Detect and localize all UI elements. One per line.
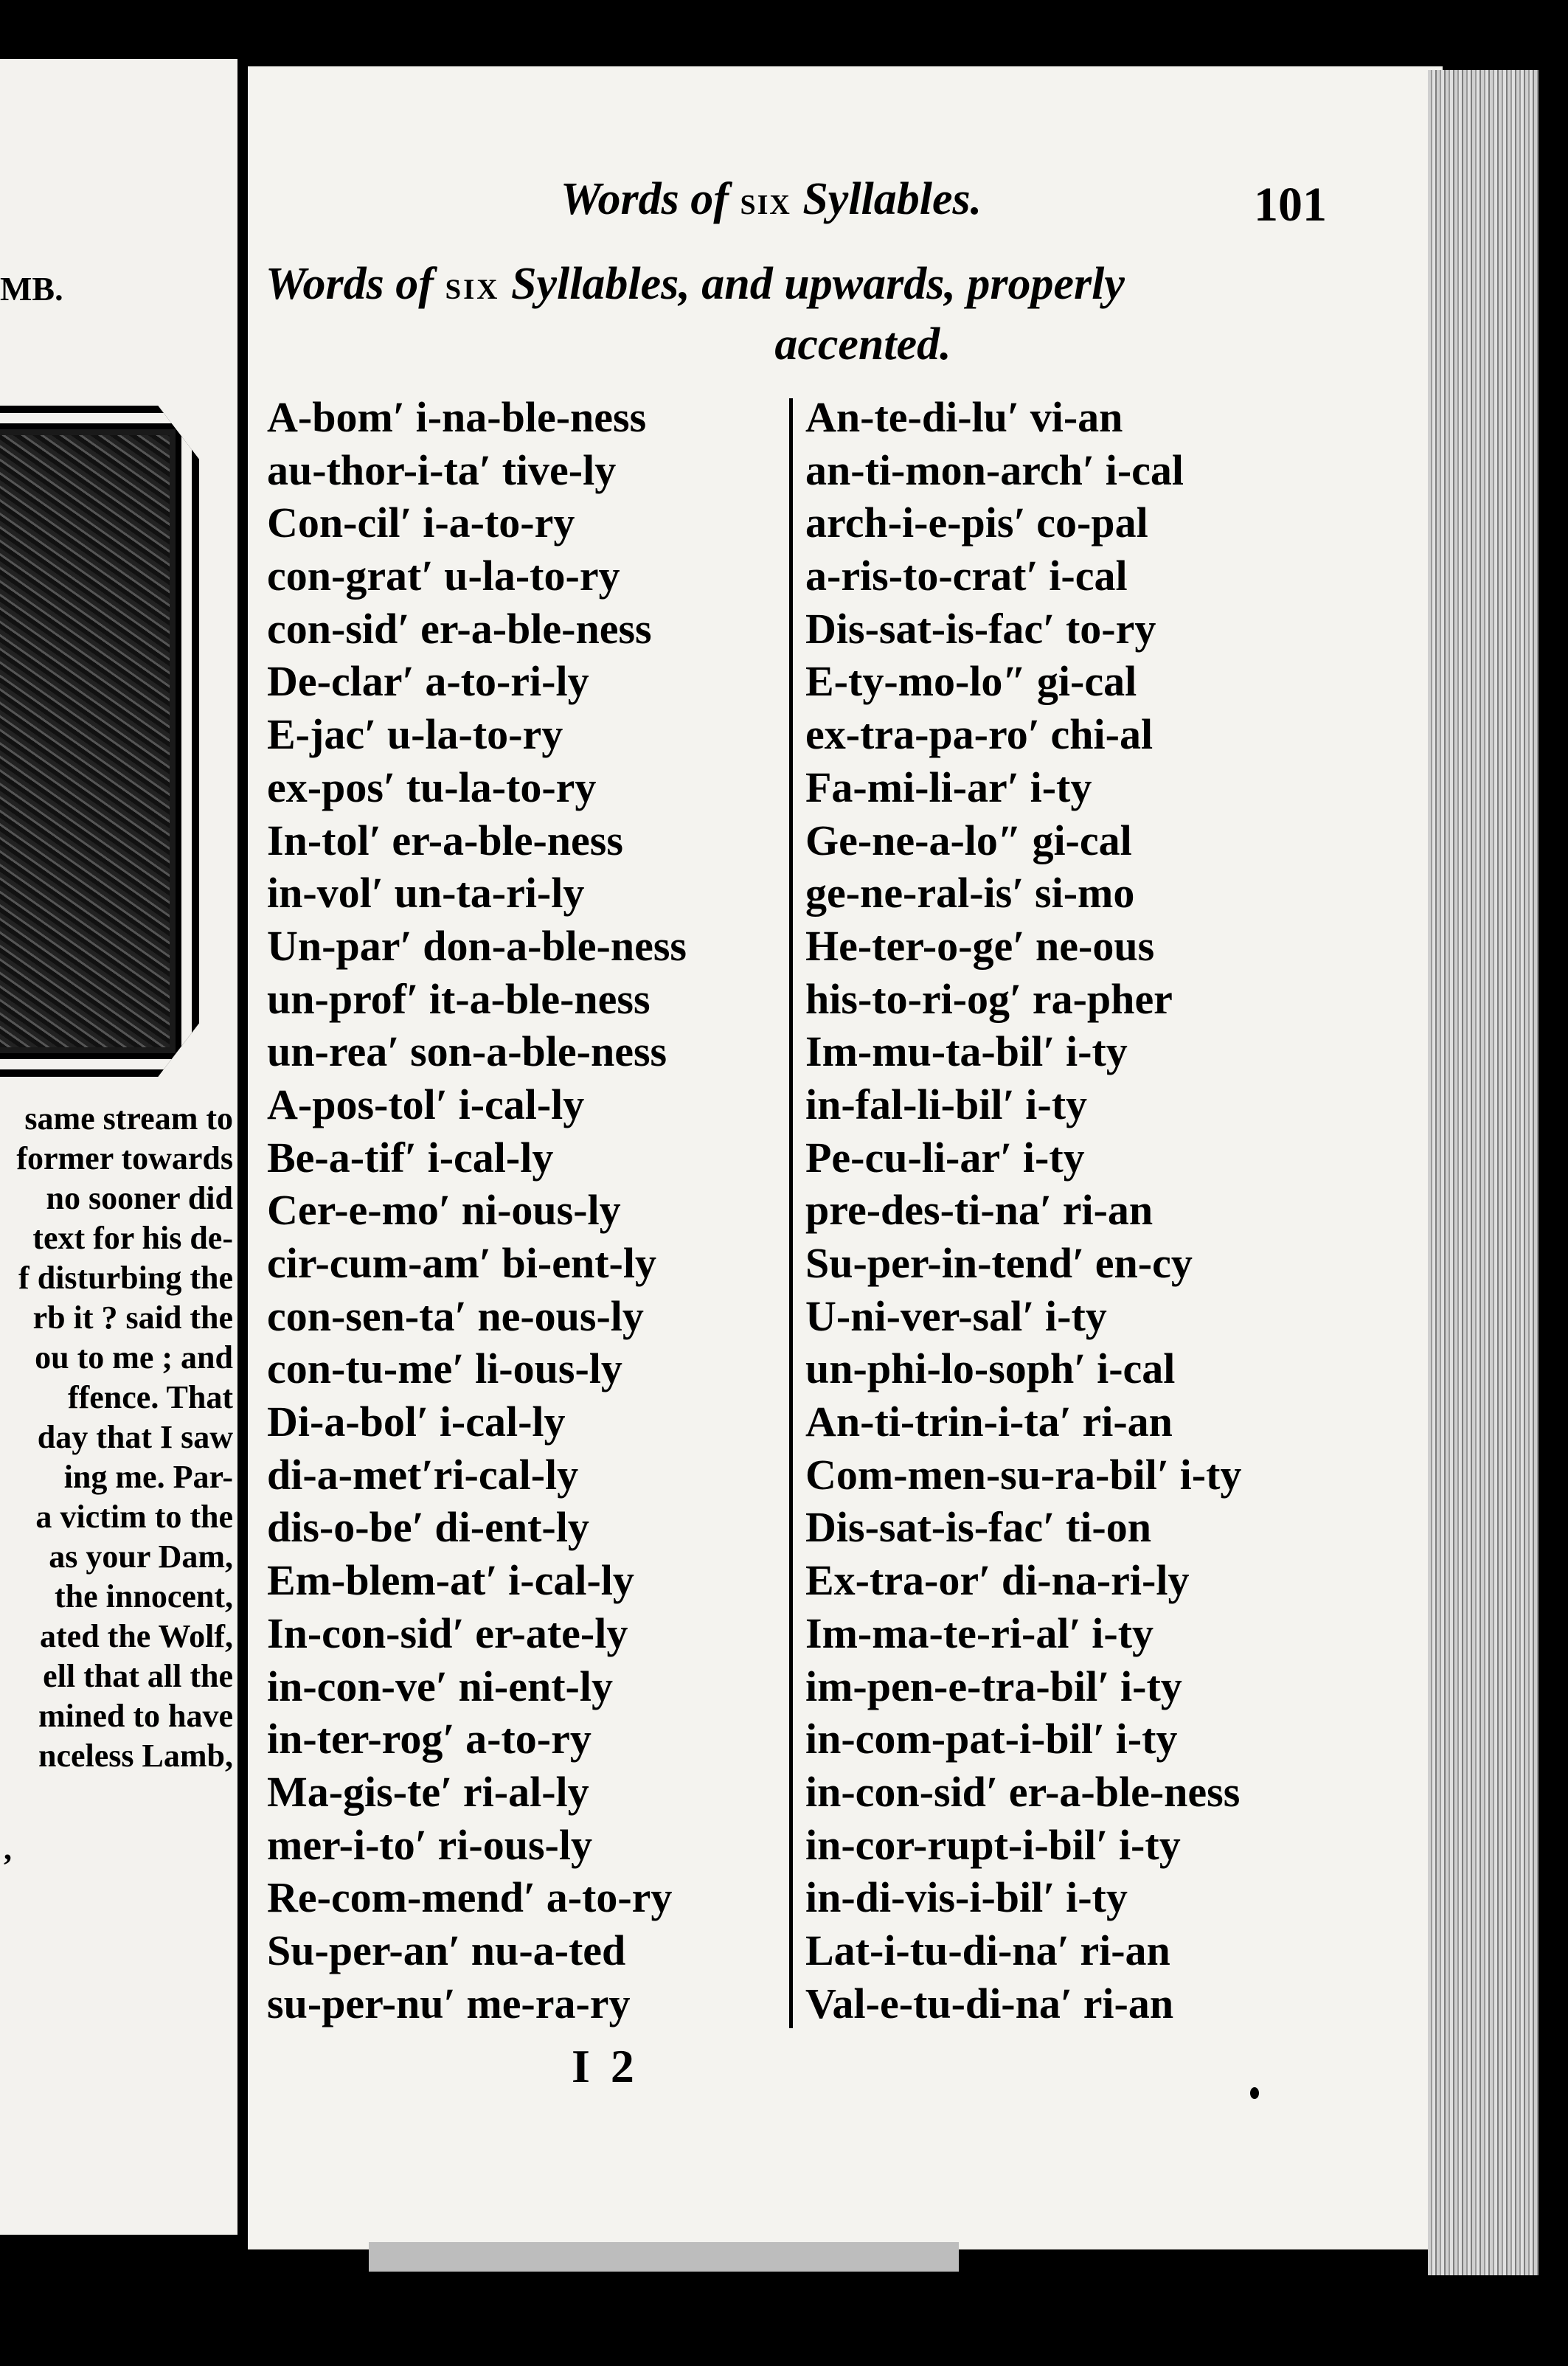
word-entry: au-thor-i-ta′ tive-ly xyxy=(267,445,617,494)
left-page-text xyxy=(0,1099,233,1867)
left-page-line: same stream to xyxy=(24,1100,233,1137)
word-entry: An-ti-trin-i-ta′ ri-an xyxy=(805,1398,1173,1446)
word-entry: cir-cum-am′ bi-ent-ly xyxy=(267,1239,656,1287)
word-entry: Fa-mi-li-ar′ i-ty xyxy=(805,763,1092,811)
word-entry: Ge-ne-a-lo″ gi-cal xyxy=(805,816,1132,864)
word-entry: ex-pos′ tu-la-to-ry xyxy=(267,763,597,811)
word-entry: E-jac′ u-la-to-ry xyxy=(267,710,563,759)
word-entry: Em-blem-at′ i-cal-ly xyxy=(267,1556,634,1605)
word-entry: an-ti-mon-arch′ i-cal xyxy=(805,445,1184,494)
ink-speck xyxy=(1250,2087,1259,2099)
word-entry: An-te-di-lu′ vi-an xyxy=(805,393,1123,441)
word-entry: con-grat′ u-la-to-ry xyxy=(267,552,620,600)
word-entry: un-phi-lo-soph′ i-cal xyxy=(805,1345,1176,1393)
word-entry: arch-i-e-pis′ co-pal xyxy=(805,499,1148,547)
left-page-line: day that I saw xyxy=(37,1419,233,1455)
word-entry: Im-ma-te-ri-al′ i-ty xyxy=(805,1609,1154,1657)
word-entry: in-con-sid′ er-a-ble-ness xyxy=(805,1767,1241,1816)
word-entry: in-vol′ un-ta-ri-ly xyxy=(267,869,585,917)
word-entry: Un-par′ don-a-ble-ness xyxy=(267,921,687,970)
word-entry: Be-a-tif′ i-cal-ly xyxy=(267,1133,554,1182)
woodcut-illustration xyxy=(0,406,199,1077)
word-entry: Pe-cu-li-ar′ i-ty xyxy=(805,1133,1085,1182)
word-entry: Su-per-in-tend′ en-cy xyxy=(805,1239,1193,1287)
word-entry: un-prof′ it-a-ble-ness xyxy=(267,974,651,1023)
word-entry: in-fal-li-bil′ i-ty xyxy=(805,1080,1088,1128)
word-entry: un-rea′ son-a-ble-ness xyxy=(267,1027,667,1076)
word-entry: his-to-ri-og′ ra-pher xyxy=(805,974,1173,1023)
word-entry: dis-o-be′ di-ent-ly xyxy=(267,1503,589,1552)
left-page-line: a victim to the xyxy=(35,1499,233,1535)
left-page-line: ffence. That xyxy=(67,1379,233,1415)
word-entry: A-pos-tol′ i-cal-ly xyxy=(267,1080,585,1128)
word-entry: im-pen-e-tra-bil′ i-ty xyxy=(805,1662,1182,1710)
left-page-line: f disturbing the xyxy=(18,1260,233,1296)
running-head: Words of six Syllables. xyxy=(561,174,982,224)
word-entry: Ex-tra-or′ di-na-ri-ly xyxy=(805,1556,1190,1605)
left-page-trailing-mark: , xyxy=(4,1831,12,1867)
word-entry: in-con-ve′ ni-ent-ly xyxy=(267,1662,613,1710)
word-entry: U-ni-ver-sal′ i-ty xyxy=(805,1291,1107,1340)
column-rule xyxy=(789,398,793,2028)
word-entry: Ma-gis-te′ ri-al-ly xyxy=(267,1767,589,1816)
word-entry: ge-ne-ral-is′ si-mo xyxy=(805,869,1135,917)
left-page-line: no sooner did xyxy=(46,1180,233,1216)
word-entry: mer-i-to′ ri-ous-ly xyxy=(267,1820,592,1869)
word-entry: A-bom′ i-na-ble-ness xyxy=(267,393,647,441)
left-facing-page xyxy=(0,59,243,2235)
word-entry: ex-tra-pa-ro′ chi-al xyxy=(805,710,1154,759)
word-entry: Val-e-tu-di-na′ ri-an xyxy=(805,1979,1174,2027)
left-page-line: ell that all the xyxy=(43,1658,233,1694)
left-page-line: ing me. Par- xyxy=(63,1459,233,1495)
left-page-line: former towards xyxy=(16,1140,233,1176)
left-page-line: mined to have xyxy=(38,1698,233,1734)
bottom-strip xyxy=(369,2242,959,2272)
word-entry: con-sen-ta′ ne-ous-ly xyxy=(267,1291,644,1340)
page-edges xyxy=(1428,70,1538,2275)
word-entry: Con-cil′ i-a-to-ry xyxy=(267,499,575,547)
word-entry: In-con-sid′ er-ate-ly xyxy=(267,1609,628,1657)
word-entry: E-ty-mo-lo″ gi-cal xyxy=(805,657,1137,706)
left-page-heading-fragment: MB. xyxy=(0,270,63,308)
word-entry: con-tu-me′ li-ous-ly xyxy=(267,1345,622,1393)
word-entry: in-cor-rupt-i-bil′ i-ty xyxy=(805,1820,1181,1869)
word-entry: Lat-i-tu-di-na′ ri-an xyxy=(805,1926,1170,1974)
word-entry: di-a-met′ri-cal-ly xyxy=(267,1450,579,1499)
word-entry: Dis-sat-is-fac′ ti-on xyxy=(805,1503,1151,1552)
page-number: 101 xyxy=(1254,178,1327,232)
word-entry: su-per-nu′ me-ra-ry xyxy=(267,1979,631,2027)
word-entry: De-clar′ a-to-ri-ly xyxy=(267,657,589,706)
word-entry: pre-des-ti-na′ ri-an xyxy=(805,1186,1154,1235)
left-page-line: the innocent, xyxy=(55,1578,233,1614)
signature-mark: I 2 xyxy=(572,2040,639,2092)
word-entry: Dis-sat-is-fac′ to-ry xyxy=(805,604,1156,653)
left-page-line: text for his de- xyxy=(32,1220,233,1256)
section-title: Words of six Syllables, and upwards, properly accented. xyxy=(266,259,1125,370)
word-entry: Di-a-bol′ i-cal-ly xyxy=(267,1398,566,1446)
word-entry: In-tol′ er-a-ble-ness xyxy=(267,816,623,864)
word-entry: Com-men-su-ra-bil′ i-ty xyxy=(805,1450,1242,1499)
word-entry: con-sid′ er-a-ble-ness xyxy=(267,604,652,653)
left-page-line: nceless Lamb, xyxy=(38,1738,233,1774)
word-entry: Cer-e-mo′ ni-ous-ly xyxy=(267,1186,621,1235)
word-entry: in-com-pat-i-bil′ i-ty xyxy=(805,1715,1178,1763)
left-page-line: ou to me ; and xyxy=(35,1339,233,1375)
word-entry: Su-per-an′ nu-a-ted xyxy=(267,1926,626,1974)
word-column-left xyxy=(267,391,687,2030)
word-entry: a-ris-to-crat′ i-cal xyxy=(805,552,1128,600)
left-page-line: rb it ? said the xyxy=(32,1300,233,1336)
left-page-line: ated the Wolf, xyxy=(40,1618,233,1654)
word-entry: in-ter-rog′ a-to-ry xyxy=(267,1715,592,1763)
left-page-line: as your Dam, xyxy=(49,1538,233,1575)
word-entry: Re-com-mend′ a-to-ry xyxy=(267,1873,673,1922)
word-entry: Im-mu-ta-bil′ i-ty xyxy=(805,1027,1128,1076)
word-entry: in-di-vis-i-bil′ i-ty xyxy=(805,1873,1128,1922)
word-entry: He-ter-o-ge′ ne-ous xyxy=(805,921,1155,970)
word-column-right xyxy=(805,391,1241,2030)
